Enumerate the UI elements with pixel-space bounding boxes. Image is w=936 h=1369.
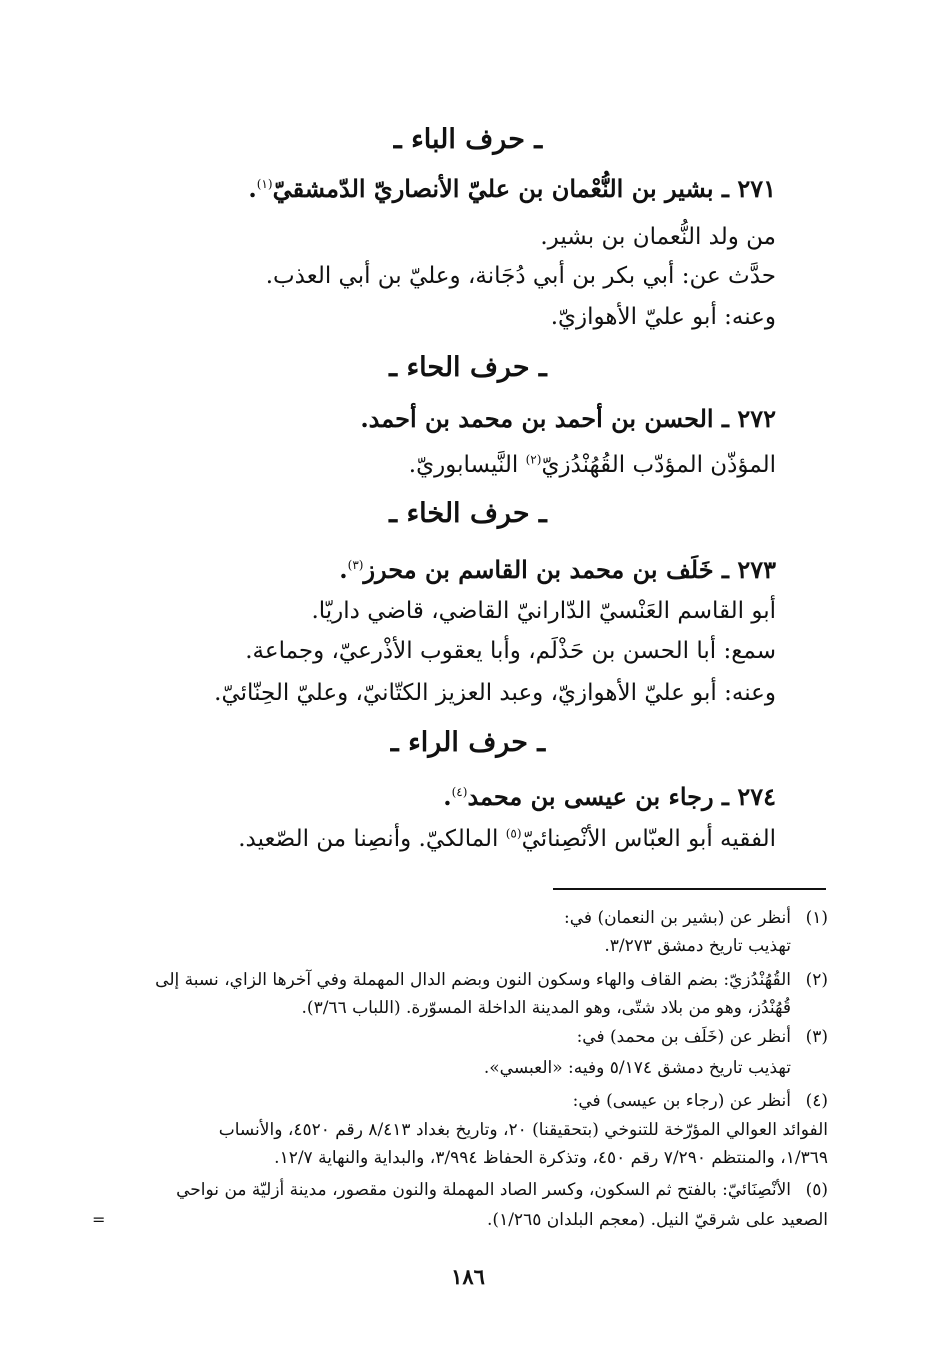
- entry-273-title-text: ٢٧٣ ـ خَلَف بن محمد بن القاسم بن محرز: [363, 555, 776, 584]
- entry-272-title: ٢٧٢ ـ الحسن بن أحمد بن محمد بن أحمد.: [360, 404, 776, 433]
- footnote-5-line-2: الصعيد على شرقيّ النيل. (معجم البلدان ١/٢٦٥).: [487, 1210, 828, 1230]
- entry-272-line-1-b: النَّيسابوريّ.: [408, 452, 526, 478]
- footnote-4-line-2: الفوائد العوالي المؤرّخة للتنوخي (بتحقيقنا) ٢٠، وتاريخ بغداد ٨/٤١٣ رقم ٤٥٢٠، والأنساب: [218, 1120, 828, 1140]
- section-heading-ra: ـ حرف الراء ـ: [390, 727, 546, 758]
- footnote-ref-1: (١): [256, 177, 273, 191]
- footnote-3-line-1: [577, 1024, 828, 1050]
- footnote-2-number: (٢): [805, 970, 828, 990]
- entry-273-title-end: .: [339, 555, 348, 584]
- footnote-5-line-1: [176, 1177, 828, 1203]
- footnote-ref-2: (٢): [525, 452, 542, 467]
- entry-273-line-3: وعنه: أبو عليّ الأهوازيّ، وعبد العزيز الكتّانيّ، وعليّ الحِنّائيّ.: [214, 680, 776, 706]
- entry-273-line-1: أبو القاسم العَنْسيّ الدّارانيّ القاضي، قاضي داريّا.: [311, 598, 776, 624]
- section-heading-kha: ـ حرف الخاء ـ: [389, 498, 547, 529]
- footnote-1-line-1: [564, 905, 828, 931]
- entry-274-title-end: .: [443, 782, 452, 811]
- footnote-4-text-1: أنظر عن (رجاء بن عيسى) في:: [572, 1091, 791, 1111]
- footnote-1-text-1: أنظر عن (بشير بن النعمان) في:: [564, 908, 791, 928]
- footnote-4-number: (٤): [805, 1091, 828, 1111]
- footnote-ref-4: (٤): [451, 785, 468, 799]
- entry-271-line-2: حدَّث عن: أبي بكر بن أبي دُجَانة، وعليّ بن أبي العذب.: [265, 263, 776, 289]
- entry-272-line-1-a: المؤذّن المؤدّب القُهُنْدُزيّ: [541, 452, 776, 478]
- entry-274-title-text: ٢٧٤ ـ رجاء بن عيسى بن محمد: [467, 782, 776, 811]
- footnote-3-text-1: أنظر عن (خَلَف بن محمد) في:: [576, 1027, 791, 1047]
- entry-271-title: [248, 172, 776, 206]
- entry-273-line-2: سمع: أبا الحسن بن حَذْلَم، وأبا يعقوب الأذْرعيّ، وجماعة.: [245, 638, 776, 664]
- footnote-4-line-3: ١/٣٦٩، والمنتظم ٧/٢٩٠ رقم ٤٥٠، وتذكرة الحفاظ ٣/٩٩٤، والبداية والنهاية ١٢/٧.: [274, 1148, 828, 1168]
- entry-271-line-3: وعنه: أبو عليّ الأهوازيّ.: [550, 304, 776, 330]
- footnote-3-line-2: تهذيب تاريخ دمشق ٥/١٧٤ وفيه: «العبسي».: [483, 1058, 791, 1078]
- section-heading-ha: ـ حرف الحاء ـ: [389, 352, 547, 383]
- section-heading-ba: ـ حرف الباء ـ: [393, 124, 543, 155]
- footnote-1-line-2: تهذيب تاريخ دمشق ٣/٢٧٣.: [604, 936, 791, 956]
- entry-271-line-1: من ولد النُّعمان بن بشير.: [540, 224, 776, 250]
- entry-274-line-1-a: الفقيه أبو العبّاس الأنْصِنائيّ: [521, 826, 776, 852]
- footnote-3-number: (٣): [805, 1027, 828, 1047]
- footnote-2-line-1: [155, 967, 828, 993]
- footnote-ref-3: (٣): [347, 558, 364, 572]
- continuation-mark: =: [92, 1210, 106, 1229]
- footnote-2-line-2: قُهُنْدُز، وهو من بلاد شتّى، وهو المدينة الداخلة المسوّرة. (اللباب ٣/٦٦).: [301, 998, 791, 1018]
- entry-274-line-1-b: المالكيّ. وأنصِنا من الصّعيد.: [238, 826, 506, 852]
- footnote-4-line-1: [573, 1088, 828, 1114]
- footnote-1-number: (١): [805, 908, 828, 928]
- footnote-separator: [553, 888, 826, 890]
- footnote-5-text-1: الأنْصِنَائيّ: بالفتح ثم السكون، وكسر الصاد المهملة والنون مقصور، مدينة أزليّة من نواحي: [176, 1180, 791, 1200]
- footnote-2-text-1: القُهُنْدُزيّ: بضم القاف والهاء وسكون النون وبضم الدال المهملة وفي آخرها الزاي، نسبة إلى: [155, 970, 791, 990]
- footnote-ref-5: (٥): [505, 826, 522, 841]
- entry-273-title: [339, 553, 776, 587]
- entry-272-line-1: [409, 448, 776, 482]
- entry-274-title: [443, 780, 776, 814]
- page-number: ١٨٦: [451, 1264, 485, 1289]
- entry-271-title-text: ٢٧١ ـ بشير بن النُّعْمان بن عليّ الأنصاريّ الدّمشقيّ: [272, 174, 776, 203]
- footnote-5-number: (٥): [805, 1180, 828, 1200]
- entry-274-line-1: [238, 822, 776, 856]
- entry-271-title-end: .: [248, 174, 257, 203]
